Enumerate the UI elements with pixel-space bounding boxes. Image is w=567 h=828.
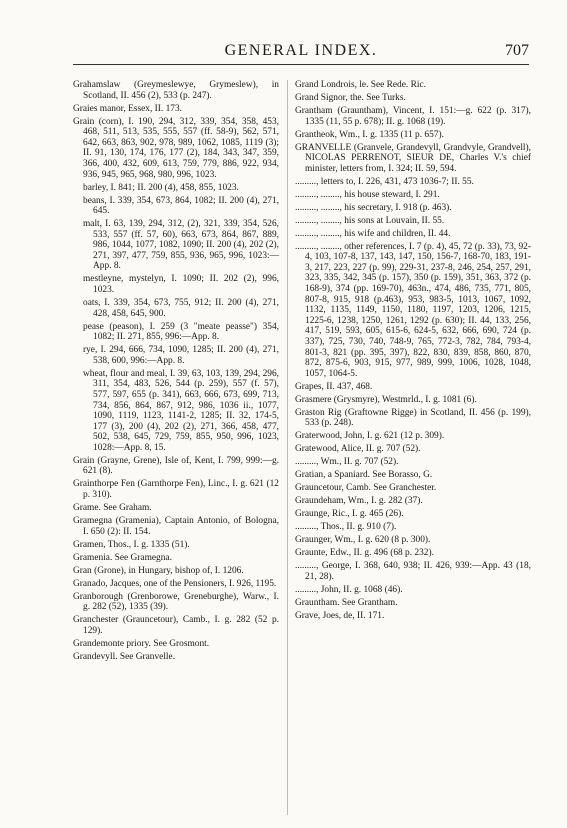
index-entry: Graies manor, Essex, II. 173. xyxy=(73,103,182,114)
index-entry: Graterwood, John, I. g. 621 (12 p. 309). xyxy=(295,431,445,442)
index-entry: Grand Londrois, le. See Rede. Ric. xyxy=(295,80,426,90)
index-entry: Grandemonte priory. See Grosmont. xyxy=(73,638,210,649)
header-rule xyxy=(73,64,529,65)
index-subentry: mestleyne, mystelyn, I. 1090; II. 202 (2), 996, 1023. xyxy=(83,274,279,296)
index-entry: Grain (Grayne, Grene), Isle of, Kent, I. 799, 999:—g. 621 (8). xyxy=(73,455,279,477)
index-entry: ........., John, II. g. 1068 (46). xyxy=(295,584,403,595)
index-entry: Grainthorpe Fen (Garnthorpe Fen), Linc., I. g. 621 (12 p. 310). xyxy=(73,479,279,501)
index-entry: Gratian, a Spaniard. See Borasso, G. xyxy=(295,470,433,481)
index-entry: ........., ........, his sons at Louvain, II. 55. xyxy=(295,215,445,226)
index-subentry: rye, I. 294, 666, 734, 1090, 1285; II. 200 (4), 271, 538, 600, 996:—App. 8. xyxy=(83,345,279,366)
index-entry: Graunge, Ric., I. g. 465 (26). xyxy=(295,509,404,520)
index-entry: ........., ........, other references, I. 7 (p. 4), 45, 72 (p. 33), 73, 92-4, 103, 107-8, 137, 143, 147, 150, 156-7, 168-70, 183, 191-3, 217, 223, 227 (p. 99), 229-31, 237-8, 246, 254, 257, 291, 323, 335, 342, 345 (p. 157), 350 (p. 159), 351, 363, 372 (p. 168-9), 374 (pp. 169-70), 463n., 474, 486, 735, 771, 805, 807-8, 915, 918 (p.463), 953, 983-5, 1013, 1067, 1092, 1132, 1135, 1149, 1150, 1180, 1197, 1203, 1206, 1215, 1225-6, 1238, 1250, 1261, 1292 (p. 630); II. 44, 133, 256, 417, 519, 593, 605, 615-6, 624-5, 632, 666, 690, 724 (p. 337), 725, 730, 740, 748-9, 765, 772-3, 782, 784, 793-4, 801-3, 821 (pp. 395, 397), 822, 830, 839, 858, 860, 870, 872, 875-6, 903, 915, 977, 989, 999, 1006, 1028, 1048, 1057, 1064-5. xyxy=(295,241,531,379)
running-title: GENERAL INDEX. xyxy=(224,42,378,59)
index-entry: ........., ........, his house steward, I. 291. xyxy=(295,189,440,200)
index-entry: Graston Rig (Graftowne Rigge) in Scotland, II. 456 (p. 199), 533 (p. 248). xyxy=(295,407,531,429)
right-index-column xyxy=(295,80,531,624)
index-entry: Grasmere (Grysmyre), Westmrld., I. g. 1081 (6). xyxy=(295,394,477,405)
left-index-column xyxy=(73,80,279,665)
index-entry: ........., George, I. 368, 640, 938; II. 426, 939:—App. 43 (18, 21, 28). xyxy=(295,561,531,582)
index-entry: Graundeham, Wm., I. g. 282 (37). xyxy=(295,496,423,507)
index-entry: ........., ........, his secretary, I. 918 (p. 463). xyxy=(295,202,452,213)
index-entry: Grain (corn), I. 190, 294, 312, 339, 354, 358, 453, 468, 511, 513, 535, 555, 557 (ff. 58-9), 562, 571, 642, 663, 863, 902, 978, 989, 1062, 1085, 1119 (3); II. 91, 130, 174, 176, 177 (2), 184, 343, 347, 359, 366, 400, 432, 609, 613, 759, 779, 886, 922, 934, 936, 945, 965, 968, 980, 996, 1023. xyxy=(73,116,279,180)
index-entry: Granado, Jacques, one of the Pensioners, I. 926, 1195. xyxy=(73,578,277,589)
index-subentry: malt, I. 63, 139, 294, 312, (2), 321, 339, 354, 526, 533, 557 (ff. 57, 60), 663, 673, 864, 867, 889, 986, 1044, 1077, 1082, 1090; II. 200 (4), 202 (2), 271, 397, 477, 759, 855, 936, 965, 996, 1023:—App. 8. xyxy=(83,219,279,272)
index-subentry: wheat, flour and meal, I. 39, 63, 103, 139, 294, 296, 311, 354, 483, 526, 544 (p. 259), 557 (f. 57), 577, 597, 655 (p. 341), 663, 666, 673, 699, 713, 734, 856, 864, 867, 912, 986, 1036 ii., 1077, 1090, 1119, 1123, 1141-2, 1285; II. 32, 174-5, 177 (3), 200 (4), 202 (2), 271, 366, 458, 477, 502, 538, 645, 729, 759, 855, 950, 996, 1023, 1028:—App. 8, 15. xyxy=(83,368,279,453)
index-entry: Granchester (Grauncetour), Camb., I. g. 282 (52 p. 129). xyxy=(73,615,279,636)
index-entry: Grauncetour, Camb. See Granchester. xyxy=(295,483,437,494)
index-entry: Grapes, II. 437, 468. xyxy=(295,381,373,392)
index-entry: ........., Thos., II. g. 910 (7). xyxy=(295,522,397,533)
index-entry: Gran (Grone), in Hungary, bishop of, I. 1206. xyxy=(73,565,244,576)
page-header xyxy=(73,42,529,64)
index-entry: Grahamslaw (Greymeslewye, Grymeslew), in Scotland, II. 456 (2), 533 (p. 247). xyxy=(73,80,279,101)
index-entry: Gramegna (Gramenia), Captain Antonio, of Bologna, I. 650 (2): II. 154. xyxy=(73,516,279,537)
column-divider xyxy=(287,80,288,815)
index-entry: Grandevyll. See Granvelle. xyxy=(73,651,176,662)
index-entry: Grame. See Graham. xyxy=(73,503,152,514)
index-entry: Grauntham. See Grantham. xyxy=(295,597,398,608)
index-subentry: beans, I. 339, 354, 673, 864, 1082; II. 200 (4), 271, 645. xyxy=(83,195,279,217)
page-number: 707 xyxy=(505,42,529,59)
index-subentry: pease (peason), I. 259 (3 "meate peasse") 354, 1082; II. 271, 855, 996:—App. 8. xyxy=(83,321,279,343)
index-entry: GRANVELLE (Granvele, Grandevyll, Grandvyle, Grandvell), NICOLAS PERRENOT, SIEUR DE, Charles V.'s chief minister, letters from, I. 324; II. 59, 594. xyxy=(295,142,531,174)
index-entry: Gratewood, Alice, II. g. 707 (52). xyxy=(295,444,421,455)
index-subentry: barley, I. 841; II. 200 (4), 458, 855, 1023. xyxy=(83,182,239,193)
index-entry: Gramenia. See Gramegna. xyxy=(73,552,172,563)
index-subentry: oats, I. 339, 354, 673, 755, 912; II. 200 (4), 271, 428, 458, 645, 900. xyxy=(83,298,279,319)
index-entry: ........., letters to, I. 226, 431, 473 1036-7; II. 55. xyxy=(295,176,474,187)
index-entry: Grave, Joes, de, II. 171. xyxy=(295,610,385,621)
index-entry: ........., Wm., II. g. 707 (52). xyxy=(295,457,399,468)
index-entry: Grantham (Grauntham), Vincent, I. 151:—g. 622 (p. 317), 1335 (11, 55 p. 678); II. g. 1068 (19). xyxy=(295,105,531,127)
index-entry: ........., ........, his wife and children, II. 44. xyxy=(295,228,451,239)
index-entry: Gramen, Thos., I. g. 1335 (51). xyxy=(73,539,190,550)
index-entry: Grand Signor, the. See Turks. xyxy=(295,92,406,103)
index-entry: Grantheok, Wm., I. g. 1335 (11 p. 657). xyxy=(295,129,444,140)
index-entry: Graunte, Edw., II. g. 496 (68 p. 232). xyxy=(295,548,434,559)
index-entry: Granborough (Grenborowe, Greneburghe), Warw., I. g. 282 (52), 1335 (39). xyxy=(73,591,279,613)
index-entry: Graunger, Wm., I. g. 620 (8 p. 300). xyxy=(295,535,431,546)
